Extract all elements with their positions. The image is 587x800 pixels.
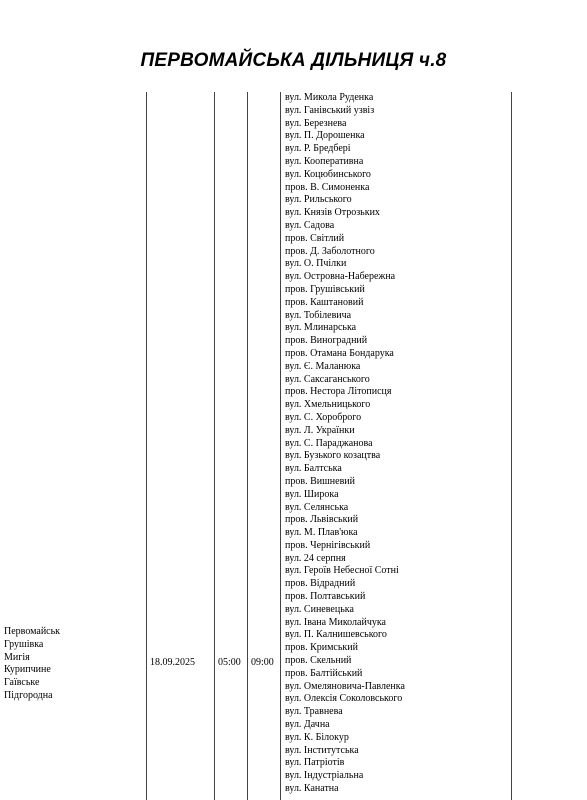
page-title: ПЕРВОМАЙСЬКА ДІЛЬНИЦЯ ч.8 [140,50,447,71]
street-item: вул. Тобілевича [285,309,352,321]
time-to-cell: 09:00 [251,657,274,668]
street-item: вул. О. Пчілки [285,258,347,270]
settlement-name: Гаївське [4,677,40,689]
street-item: вул. Широка [285,488,339,500]
street-item: вул. Є. Маланюка [285,360,361,372]
street-item: пров. Світлий [285,232,345,244]
street-item: пров. Виноградний [285,335,368,347]
settlement-name: Первомайськ [4,626,61,637]
street-item: пров. Каштановий [285,296,364,308]
street-item: пров. Скельний [285,655,352,667]
street-item: вул. Балтська [285,463,342,475]
street-item: вул. Героїв Небесної Сотні [285,565,399,577]
street-item: вул. П. Дорошенка [285,130,365,142]
street-item: вул. Хмельницького [285,399,371,411]
street-item: вул. Патріотів [285,757,345,769]
settlement-name: Мигія [4,651,30,663]
table-divider [146,92,147,800]
date-cell: 18.09.2025 [150,657,195,668]
street-item: вул. С. Хороброго [285,411,362,423]
table-divider [280,92,281,800]
settlement-name: Підгородна [4,689,53,701]
settlements-cell [4,626,60,703]
street-item: вул. Березнева [285,117,347,129]
street-item: пров. Львівський [285,514,359,526]
table-divider [214,92,215,800]
table-divider [511,92,512,800]
table-divider [247,92,248,800]
street-item: вул. М. Плав'юка [285,527,358,539]
street-item: пров. Отамана Бондарука [285,347,394,359]
street-item: вул. Рильського [285,194,352,206]
street-item: вул. С. Параджанова [285,437,373,449]
street-item: вул. Канатна [285,783,339,795]
street-item: пров. Д. Заболотного [285,245,375,257]
street-item: пров. В. Симоненка [285,181,370,193]
street-item: вул. Івана Миколайчука [285,616,386,628]
street-item: вул. Р. Бредбері [285,143,351,155]
street-item: вул. 24 серпня [285,552,346,564]
street-item: вул. Бузького козацтва [285,450,381,462]
street-item: вул. Індустріальна [285,770,364,782]
street-item: вул. Л. Українки [285,424,355,436]
street-item: вул. Дачна [285,719,330,731]
street-item: вул. Кооперативна [285,155,364,167]
street-item: пров. Балтійський [285,667,363,679]
street-item: пров. Вишневий [285,475,356,487]
street-item: вул. Коцюбинського [285,168,371,180]
street-item: пров. Нестора Літописця [285,386,392,398]
settlement-name: Курипчине [4,664,51,676]
settlement-name: Грушівка [4,638,44,650]
street-item: вул. Інститутська [285,744,359,756]
street-item: вул. К. Білокур [285,731,349,743]
street-item: вул. Садова [285,219,335,231]
street-item: вул. Олексія Соколовського [285,693,403,705]
street-item: пров. Кримський [285,642,358,654]
street-item: пров. Чернігівський [285,539,371,551]
street-item: вул. Синевецька [285,603,354,615]
street-item: вул. Микола Руденка [285,92,374,103]
street-item: вул. Травнева [285,706,343,718]
street-item: вул. П. Калнишевського [285,629,387,641]
street-item: вул. Омеляновича-Павленка [285,680,405,692]
street-item: пров. Полтавський [285,591,366,603]
street-item: пров. Грушівський [285,283,365,295]
street-item: пров. Відрадний [285,578,356,590]
streets-list [285,92,405,796]
street-item: вул. Ганівський узвіз [285,104,375,116]
time-from-cell: 05:00 [218,657,241,668]
street-item: вул. Островна-Набережна [285,271,396,283]
street-item: вул. Князів Отрозьких [285,207,380,219]
street-item: вул. Млинарська [285,322,357,334]
street-item: вул. Селянська [285,501,349,513]
street-item: вул. Саксаганського [285,373,370,385]
